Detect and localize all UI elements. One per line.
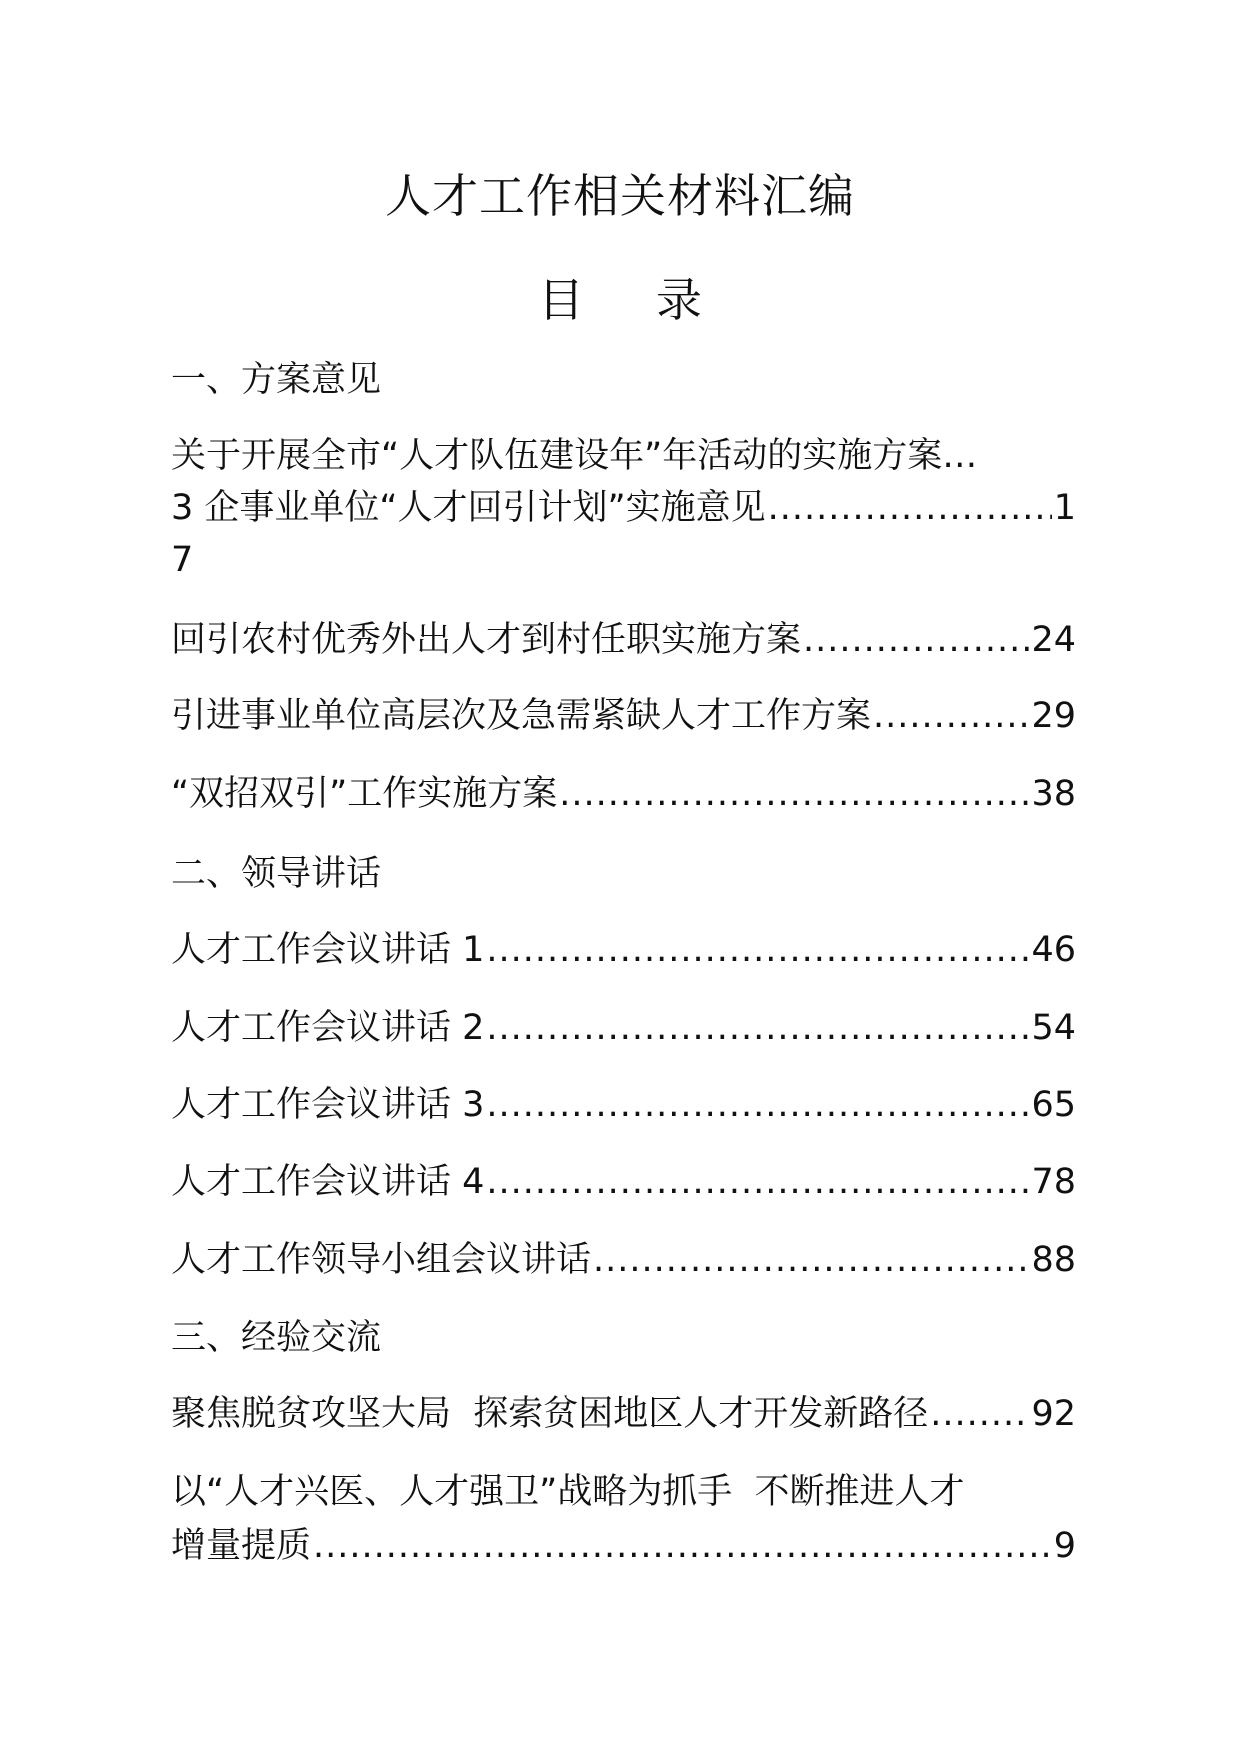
toc-entry-page: 54 [1031, 1008, 1076, 1048]
toc-leader-dots [486, 1081, 1029, 1129]
toc-entry-page: 9 [1053, 1526, 1076, 1566]
toc-entry-page: 78 [1031, 1162, 1076, 1202]
section-heading-2: 二、领导讲话 [171, 854, 382, 894]
toc-entry-page: 38 [1031, 774, 1076, 814]
toc-entry-4[interactable] [171, 692, 1076, 740]
toc-entry-page: 1 [1053, 488, 1076, 528]
toc-leader-dots [593, 1236, 1029, 1284]
toc-entry-6[interactable] [171, 926, 1076, 974]
toc-entry-12[interactable] [171, 1522, 1076, 1570]
toc-heading [0, 272, 1240, 328]
toc-leader-dots [486, 1158, 1029, 1206]
toc-entry-3[interactable] [171, 616, 1076, 664]
toc-entry-title: 聚焦脱贫攻坚大局 探索贫困地区人才开发新路径 [171, 1394, 929, 1434]
toc-entry-title: 回引农村优秀外出人才到村任职实施方案 [171, 620, 802, 660]
toc-entry-page: 92 [1031, 1394, 1076, 1434]
toc-leader-dots [803, 616, 1029, 664]
toc-entry-2[interactable] [171, 484, 1076, 532]
toc-entry-title: 增量提质 [171, 1526, 312, 1566]
toc-entry-2-line-2: 7 [171, 540, 194, 580]
toc-entry-title: 人才工作领导小组会议讲话 [171, 1240, 592, 1280]
toc-entry-10[interactable] [171, 1236, 1076, 1284]
toc-leader-dots [559, 770, 1029, 818]
toc-entry-page: 65 [1031, 1085, 1076, 1125]
toc-entry-12-line-1[interactable]: 以“人才兴医、人才强卫”战略为抓手 不断推进人才 [171, 1472, 965, 1512]
toc-entry-8[interactable] [171, 1081, 1076, 1129]
toc-leader-dots [930, 1390, 1029, 1438]
toc-entry-title: “双招双引”工作实施方案 [171, 774, 558, 814]
toc-leader-dots [486, 926, 1029, 974]
toc-entry-page: 88 [1031, 1240, 1076, 1280]
toc-entry-1-line-1[interactable]: 关于开展全市“人才队伍建设年”年活动的实施方案… [171, 436, 978, 476]
toc-entry-9[interactable] [171, 1158, 1076, 1206]
toc-leader-dots [768, 484, 1052, 532]
toc-heading-char-2: 录 [656, 273, 702, 327]
toc-heading-char-1: 目 [538, 273, 584, 327]
toc-leader-dots [486, 1004, 1029, 1052]
toc-entry-5[interactable] [171, 770, 1076, 818]
section-heading-1: 一、方案意见 [171, 360, 382, 400]
toc-entry-title: 3 企事业单位“人才回引计划”实施意见 [171, 488, 766, 528]
toc-leader-dots [313, 1522, 1052, 1570]
toc-entry-title: 人才工作会议讲话 4 [171, 1162, 485, 1202]
toc-entry-11[interactable] [171, 1390, 1076, 1438]
section-heading-3: 三、经验交流 [171, 1318, 382, 1358]
toc-entry-title: 人才工作会议讲话 2 [171, 1008, 485, 1048]
toc-entry-7[interactable] [171, 1004, 1076, 1052]
toc-entry-page: 46 [1031, 930, 1076, 970]
document-title: 人才工作相关材料汇编 [385, 169, 855, 223]
toc-entry-page: 24 [1031, 620, 1076, 660]
toc-entry-page: 29 [1031, 696, 1076, 736]
toc-entry-title: 人才工作会议讲话 3 [171, 1085, 485, 1125]
toc-leader-dots [873, 692, 1029, 740]
toc-entry-title: 人才工作会议讲话 1 [171, 930, 485, 970]
toc-entry-title: 引进事业单位高层次及急需紧缺人才工作方案 [171, 696, 872, 736]
